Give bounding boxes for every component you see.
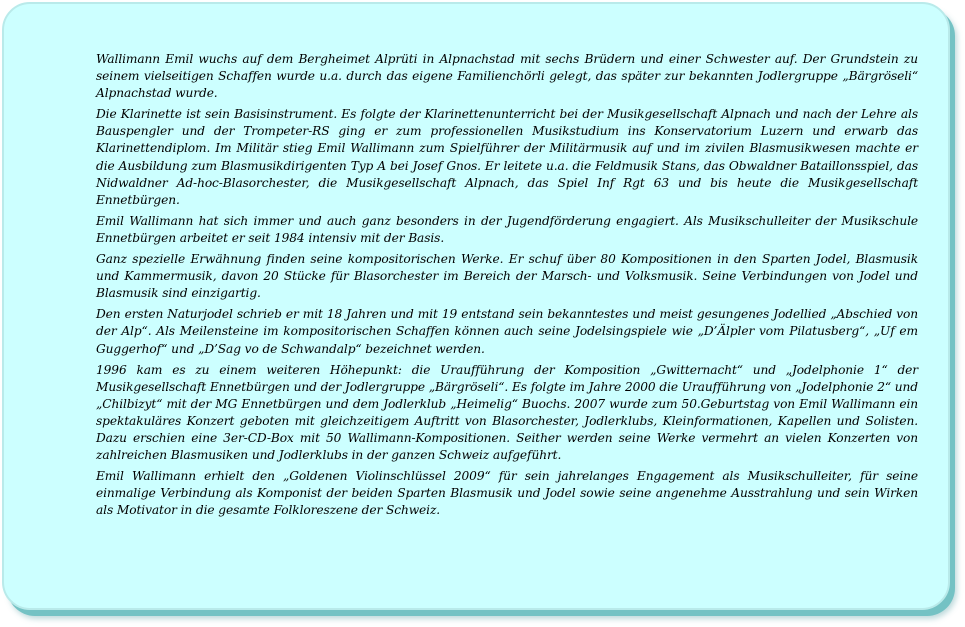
paragraph-childhood: Wallimann Emil wuchs auf dem Bergheimet Alprüti in Alpnachstad mit sechs Brüdern und einer Schwester auf. Der Grundstein zu seinem vielseitigen Schaffen wurde u.a. durch das eigene Familienchörli gelegt, das später zur bekannten Jodlergruppe „Bärgröseli“ Alpnachstad wurde. <box>96 52 918 101</box>
biography-text <box>96 51 918 523</box>
paragraph-clarinet-career: Die Klarinette ist sein Basisinstrument. Es folgte der Klarinettenunterricht bei der Musikgesellschaft Alpnach und nach der Lehre als Bauspengler und der Trompeter-RS ging er zum professionellen Musikstudium ins Konservatorium Luzern und erwarb das Klarinettendiplom. Im Militär stieg Emil Wallimann zum Spielführer der Militärmusik auf und im zivilen Blasmusikwesen machte er die Ausbildung zum Blasmusikdirigenten Typ A bei Josef Gnos. Er leitete u.a. die Feldmusik Stans, das Obwaldner Bataillonsspiel, das Nidwaldner Ad-hoc-Blasorchester, die Musikgesellschaft Alpnach, das Spiel Inf Rgt 63 und bis heute die Musikgesellschaft Ennetbürgen. <box>96 107 918 207</box>
paragraph-compositions: Ganz spezielle Erwähnung finden seine kompositorischen Werke. Er schuf über 80 Kompositionen in den Sparten Jodel, Blasmusik und Kammermusik, davon 20 Stücke für Blasorchester im Bereich der Marsch- und Volksmusik. Seine Verbindungen von Jodel und Blasmusik sind einzigartig. <box>96 252 918 301</box>
paragraph-youth-promotion: Emil Wallimann hat sich immer und auch ganz besonders in der Jugendförderung engagiert. Als Musikschulleiter der Musikschule Ennetbürgen arbeitet er seit 1984 intensiv mit der Basis. <box>96 213 918 245</box>
paragraph-natural-yodel: Den ersten Naturjodel schrieb er mit 18 Jahren und mit 19 entstand sein bekanntestes und meist gesungenes Jodellied „Abschied von der Alp“. Als Meilensteine im kompositorischen Schaffen können auch seine Jodelsingspiele wie „D’Älpler vom Pilatusberg“, „Uf em Guggerhof“ und „D’Sag vo de Schwandalp“ bezeichnet werden. <box>96 307 918 356</box>
paragraph-premieres: 1996 kam es zu einem weiteren Höhepunkt: die Uraufführung der Komposition „Gwitternacht“ und „Jodelphonie 1“ der Musikgesellschaft Ennetbürgen und der Jodlergruppe „Bärgröseli“. Es folgte im Jahre 2000 die Uraufführung von „Jodelphonie 2“ und „Chilbizyt“ mit der MG Ennetbürgen und dem Jodlerklub „Heimelig“ Buochs. 2007 wurde zum 50.Geburtstag von Emil Wallimann ein spektakuläres Konzert geboten mit gleichzeitigem Auftritt von Blasorchester, Jodlerklubs, Kleinformationen, Kapellen und Solisten. Dazu erschien eine 3er-CD-Box mit 50 Wallimann-Kompositionen. Seither werden seine Werke vermehrt an vielen Konzerten von zahlreichen Blasmusiken und Jodlerklubs in der ganzen Schweiz aufgeführt. <box>96 362 918 463</box>
paragraph-award: Emil Wallimann erhielt den „Goldenen Violinschlüssel 2009“ für sein jahrelanges Engagement als Musikschulleiter, für seine einmalige Verbindung als Komponist der beiden Sparten Blasmusik und Jodel sowie seine angenehme Ausstrahlung und sein Wirken als Motivator in die gesamte Folkloreszene der Schweiz. <box>96 469 918 518</box>
biography-card <box>2 2 950 610</box>
